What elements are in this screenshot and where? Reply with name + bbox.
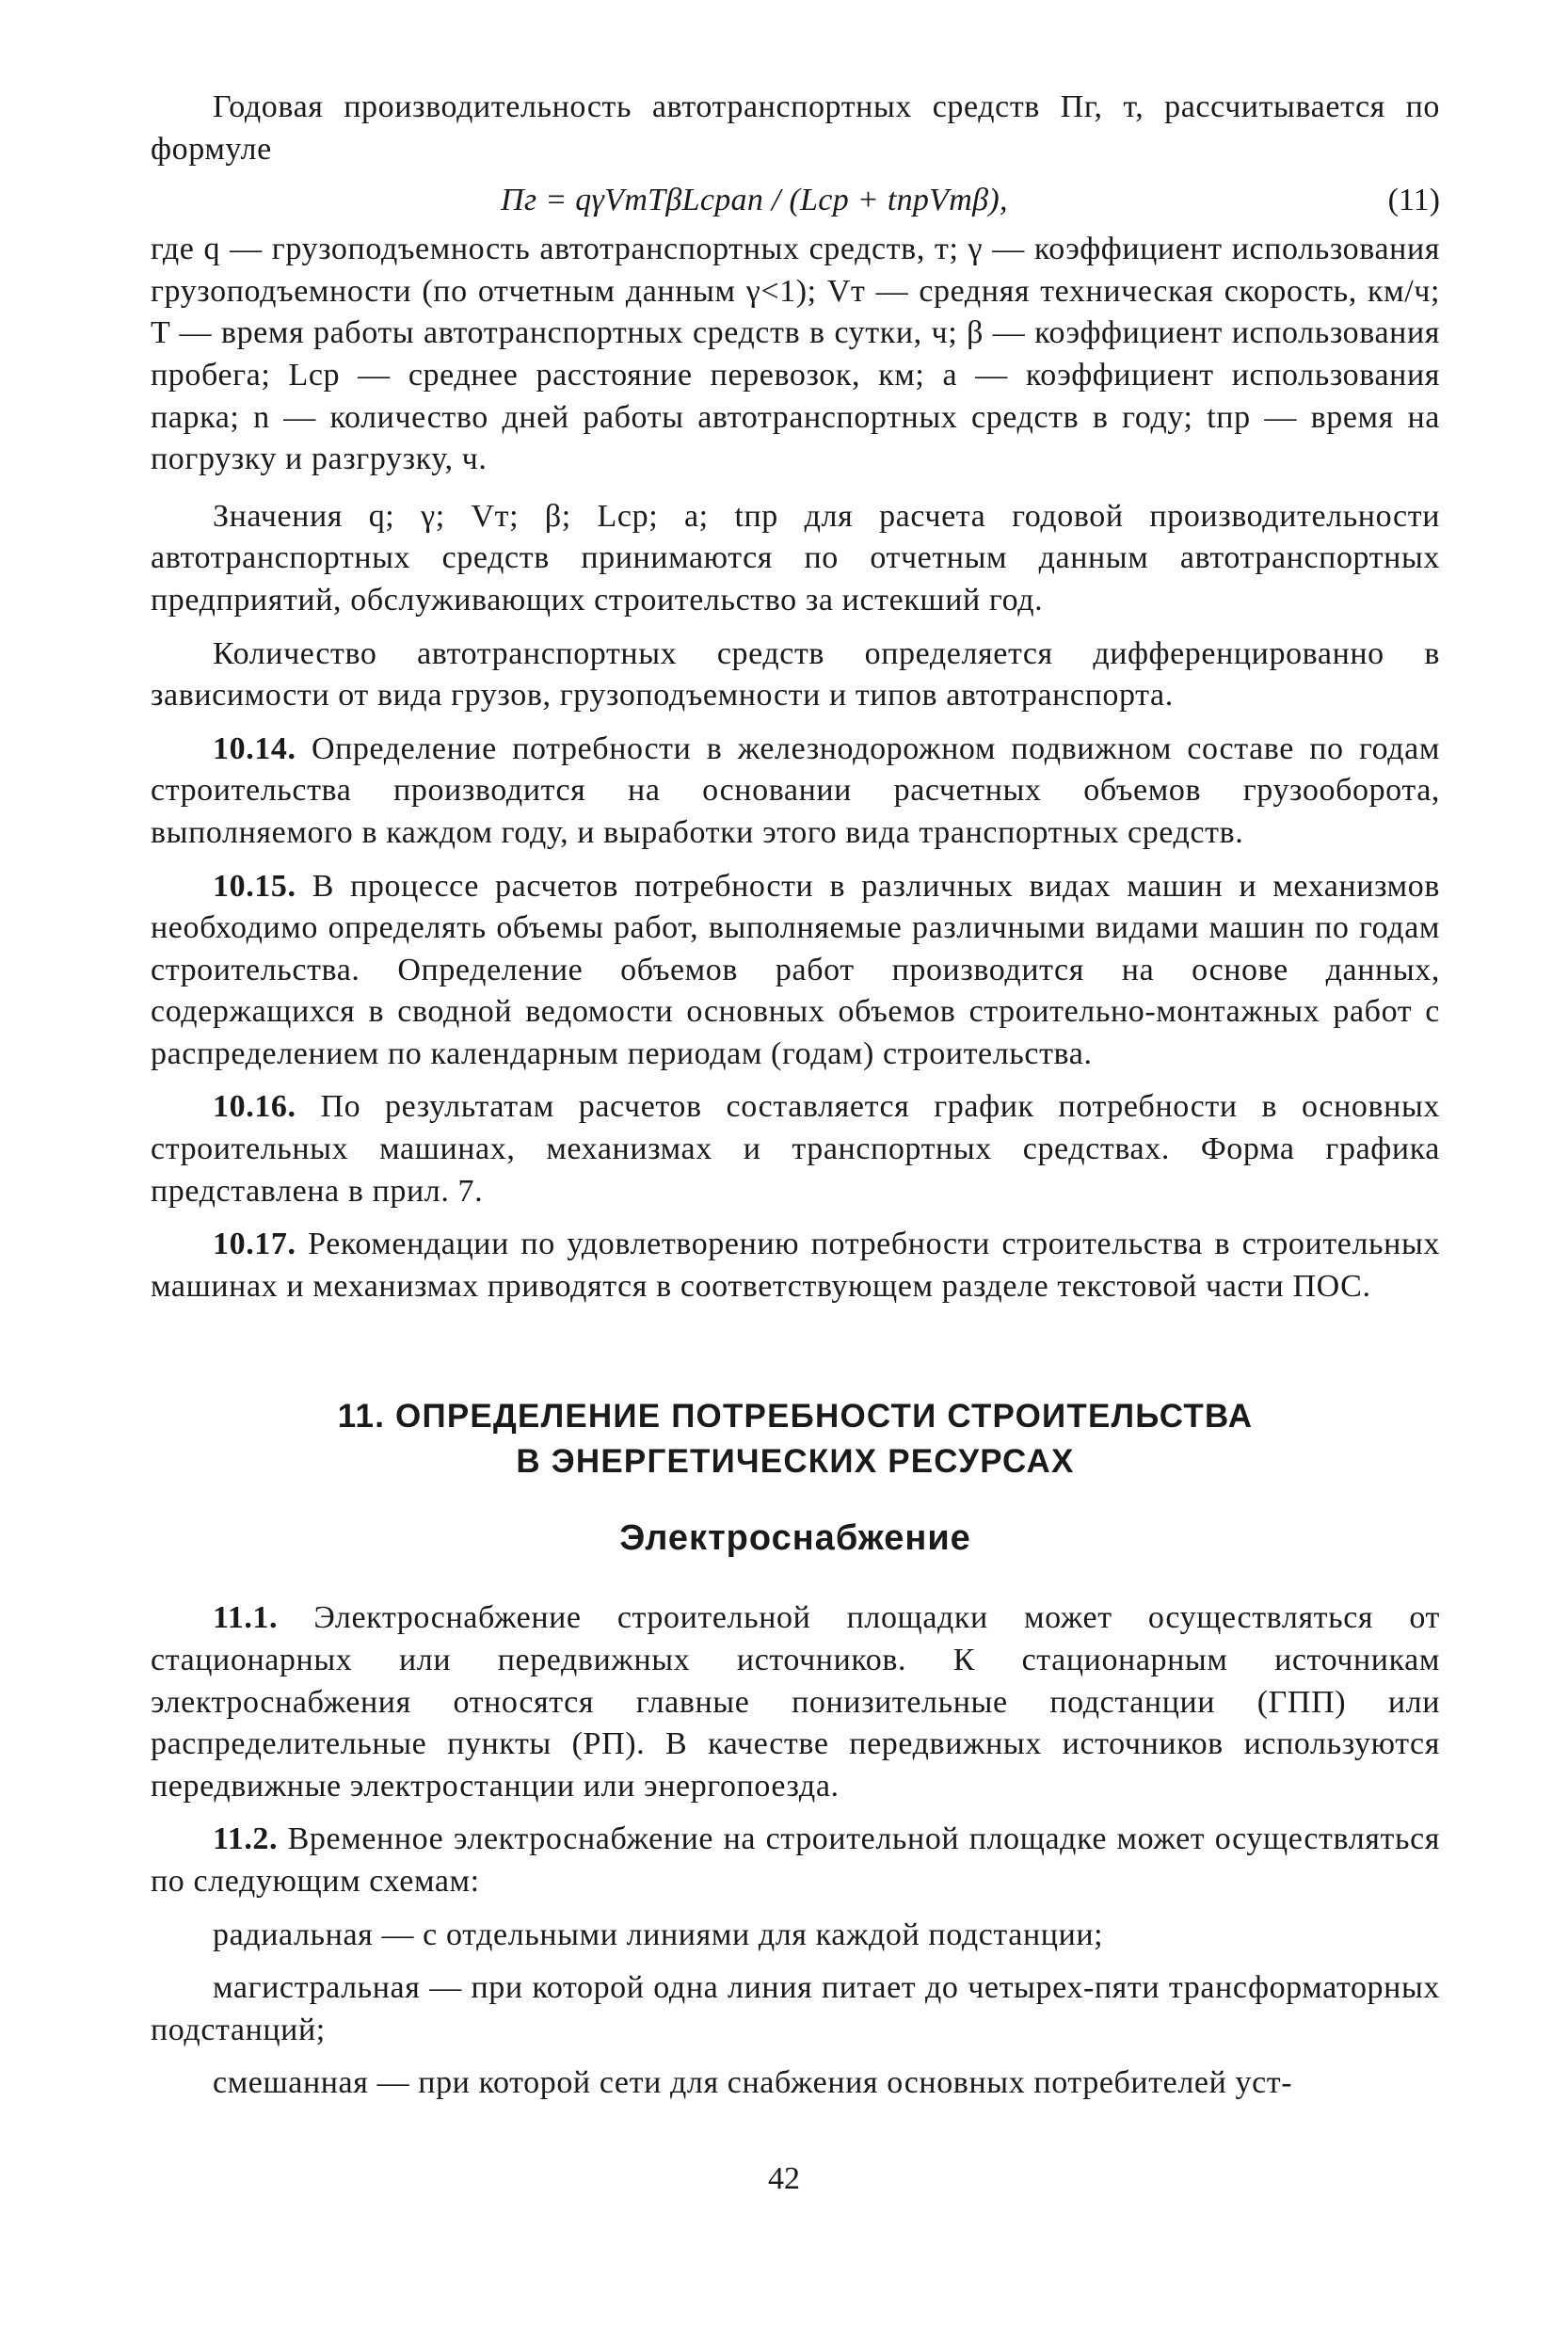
item-number: 10.17. bbox=[213, 1227, 296, 1262]
subsection-title: Электроснабжение bbox=[619, 1518, 971, 1559]
item-text: Электроснабжение строительной площадки может осуществляться от стационарных или передвижных источников. К стационарным источникам электроснабжения относятся главные понизительные подстанции (ГПП) или распределительные пункты (РП). В качестве передвижных источников используются передвижные электростанции или энергопоезда. bbox=[151, 1600, 1440, 1804]
formula-11 bbox=[151, 172, 1440, 229]
scheme-radial: радиальная — с отдельными линиями для каждой подстанции; bbox=[213, 1917, 1104, 1952]
item-text: Рекомендации по удовлетворению потребности строительства в строительных машинах и механизмах приводятся в соответствующем разделе текстовой части ПОС. bbox=[151, 1227, 1440, 1304]
formula-expression: Пг = qγVтTβLсрan / (Lср + tпрVтβ), bbox=[501, 183, 1008, 218]
item-number: 10.14. bbox=[213, 730, 296, 766]
item-10-15 bbox=[151, 866, 1440, 1076]
page-number: 42 bbox=[768, 2161, 800, 2196]
quantity-paragraph: Количество автотранспортных средств определяется дифференцированно в зависимости от вида грузов, грузоподъемности и типов автотранспорта. bbox=[151, 635, 1440, 714]
item-10-16 bbox=[151, 1086, 1440, 1212]
item-number: 10.16. bbox=[213, 1089, 296, 1125]
variables-definition: где q — грузоподъемность автотранспортных средств, т; γ — коэффициент использования грузоподъемности (по отчетным данным γ<1); Vт — средняя техническая скорость, км/ч; T — время работы автотранспортных средств в сутки, ч; β — коэффициент использования пробега; Lср — среднее расстояние перевозок, км; a — коэффициент использования парка; n — количество дней работы автотранспортных средств в году; tпр — время на погрузку и разгрузку, ч. bbox=[151, 232, 1440, 477]
item-11-1 bbox=[151, 1597, 1440, 1807]
item-number: 11.2. bbox=[213, 1821, 279, 1857]
section-title-line1: 11. ОПРЕДЕЛЕНИЕ ПОТРЕБНОСТИ СТРОИТЕЛЬСТВА bbox=[337, 1398, 1254, 1436]
section-title bbox=[151, 1394, 1440, 1484]
item-number: 11.1. bbox=[213, 1600, 279, 1636]
values-paragraph: Значения q; γ; Vт; β; Lср; a; tпр для расчета годовой производительности автотранспортных средств принимаются по отчетным данным автотранспортных предприятий, обслуживающих строительство за истекший год. bbox=[151, 498, 1440, 618]
item-text: По результатам расчетов составляется график потребности в основных строительных машинах, механизмах и транспортных средствах. Форма графика представлена в прил. 7. bbox=[151, 1089, 1440, 1209]
item-10-17 bbox=[151, 1224, 1440, 1307]
scheme-mixed: смешанная — при которой сети для снабжения основных потребителей уст- bbox=[213, 2065, 1293, 2101]
item-11-2 bbox=[151, 1819, 1440, 1902]
item-text: Временное электроснабжение на строительной площадке может осуществляться по следующим схемам: bbox=[151, 1821, 1440, 1899]
item-number: 10.15. bbox=[213, 868, 296, 904]
formula-number: (11) bbox=[1387, 183, 1440, 218]
item-text: В процессе расчетов потребности в различных видах машин и механизмов необходимо определять объемы работ, выполняемые различными видами машин по годам строительства. Определение объемов работ производится на основе данных, содержащихся в сводной ведомости основных объемов строительно-монтажных работ с распределением по календарным периодам (годам) строительства. bbox=[151, 868, 1440, 1071]
item-10-14 bbox=[151, 729, 1440, 855]
section-title-line2: В ЭНЕРГЕТИЧЕСКИХ РЕСУРСАХ bbox=[516, 1443, 1075, 1481]
document-page bbox=[151, 87, 1440, 2105]
item-text: Определение потребности в железнодорожном подвижном составе по годам строительства производится на основании расчетных объемов грузооборота, выполняемого в каждом году, и выработки этого вида транспортных средств. bbox=[151, 730, 1440, 850]
intro-paragraph: Годовая производительность автотранспортных средств Пг, т, рассчитывается по формуле bbox=[151, 89, 1440, 167]
scheme-trunk: магистральная — при которой одна линия питает до четырех-пяти трансформаторных подстанций; bbox=[151, 1970, 1440, 2047]
